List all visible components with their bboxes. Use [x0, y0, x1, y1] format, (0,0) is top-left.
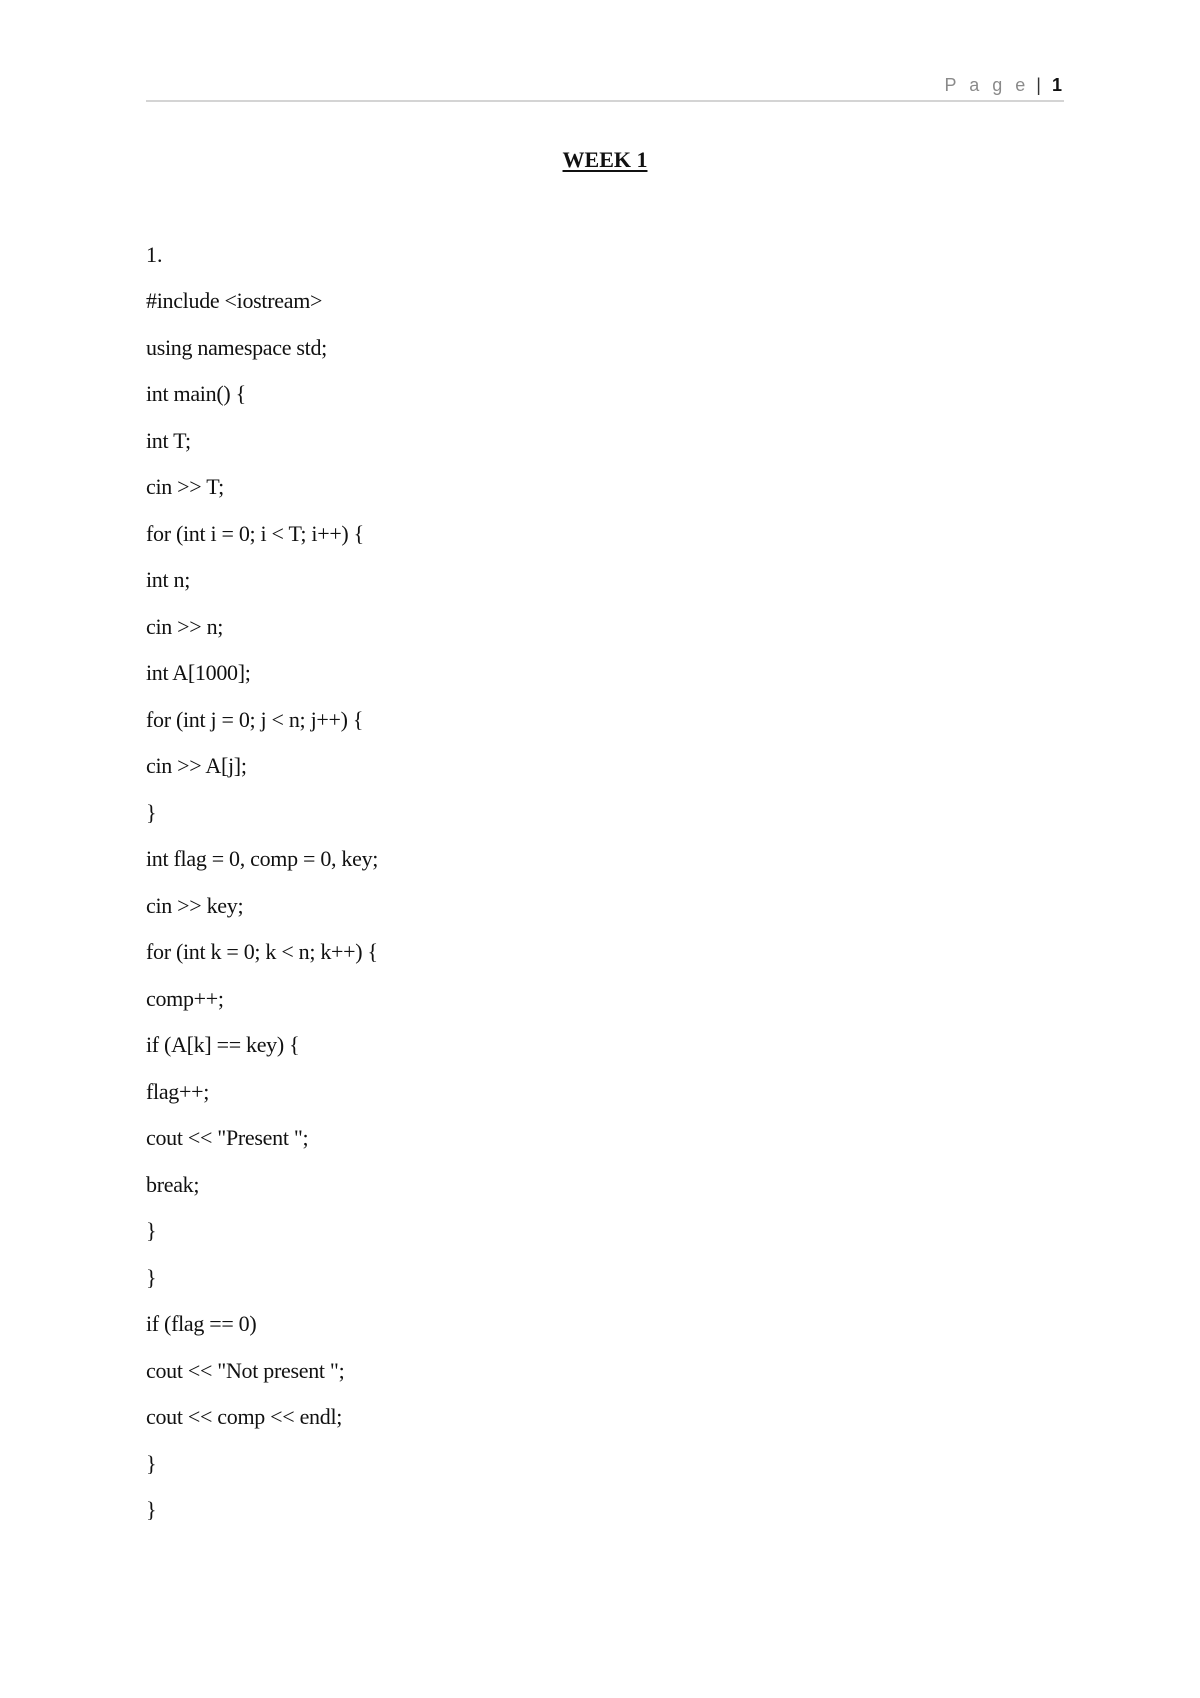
page-number: 1	[1051, 75, 1062, 95]
code-line: int T;	[146, 427, 191, 453]
code-line: cin >> T;	[146, 474, 224, 499]
page-number-label	[945, 74, 1062, 96]
page-header	[146, 74, 1064, 102]
code-line: int n;	[146, 567, 191, 592]
code-line: if (A[k] == key) {	[146, 1032, 300, 1057]
code-line: if (flag == 0)	[146, 1311, 257, 1336]
code-line: int flag = 0, comp = 0, key;	[146, 846, 379, 871]
code-line: int A[1000];	[146, 660, 251, 685]
code-line: }	[146, 799, 157, 825]
code-line: }	[146, 1264, 157, 1290]
code-line: cout << "Present ";	[146, 1125, 309, 1150]
code-line: cin >> A[j];	[146, 753, 247, 778]
code-line: cout << comp << endl;	[146, 1404, 343, 1429]
code-line: int main() {	[146, 381, 246, 406]
code-line: comp++;	[146, 985, 224, 1011]
page-label: P a g e	[944, 75, 1030, 95]
question-number: 1.	[146, 242, 163, 267]
code-line: }	[146, 1497, 157, 1522]
page-separator: |	[1036, 75, 1041, 95]
code-block	[146, 287, 1064, 1543]
code-line: cout << "Not present ";	[146, 1357, 345, 1383]
code-line: using namespace std;	[146, 334, 327, 360]
code-line: cin >> n;	[146, 613, 224, 639]
code-line: break;	[146, 1171, 200, 1197]
code-line: }	[146, 1450, 157, 1476]
code-line: cin >> key;	[146, 892, 244, 918]
code-line: for (int i = 0; i < T; i++) {	[146, 520, 364, 546]
code-line: #include <iostream>	[146, 288, 323, 313]
page-title: WEEK 1	[562, 147, 648, 172]
code-line: for (int k = 0; k < n; k++) {	[146, 939, 378, 964]
code-line: }	[146, 1218, 157, 1243]
code-line: for (int j = 0; j < n; j++) {	[146, 706, 364, 732]
code-line: flag++;	[146, 1078, 210, 1104]
